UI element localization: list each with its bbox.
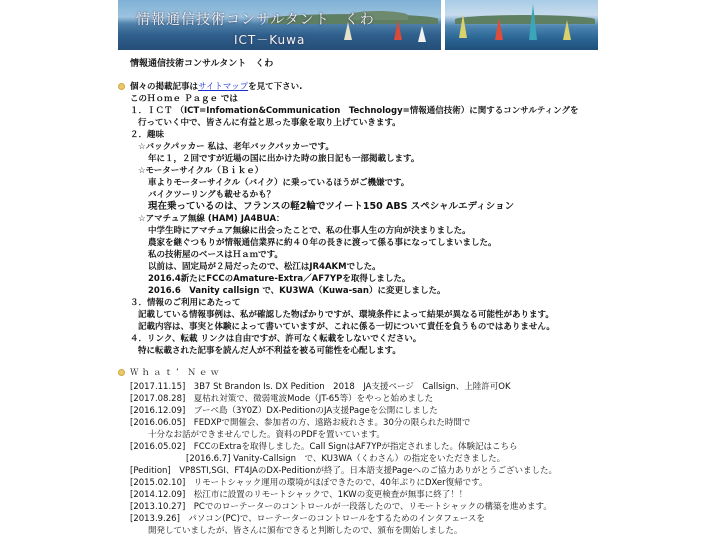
news-item: [2017.08.28] 夏枯れ対策で、微弱電波Mode（JT-65等）をやっと始めました [130, 394, 434, 404]
news-item: [2016.05.02] FCCのExtraを取得しました。Call SignはAF7YPが指定されました。体験記はこちら [130, 442, 518, 452]
news-item: [2016.6.7] Vanity-Callsign で、KU3WA（くわさん）の指定をいただきました。 [186, 454, 506, 464]
intro-line: 2016.6 Vanity callsign で、KU3WA（Kuwa-san）に変更しました。 [148, 286, 446, 296]
intro-line: 行っていく中で、皆さんに有益と思った事象を取り上げていきます。 [138, 118, 401, 128]
intro-suffix: を見て下さい. [248, 82, 303, 92]
intro-line [130, 81, 710, 93]
sail-icon [563, 20, 571, 40]
sitemap-link[interactable]: サイトマップ [198, 82, 249, 92]
intro-line: バイクツーリングも載せるかも？ [148, 190, 276, 200]
intro-line: ☆モーターサイクル（Ｂｉｋｅ） [138, 166, 264, 176]
sail-icon [495, 18, 503, 40]
bullet-icon [118, 369, 125, 376]
news-item: [2013.9.26] パソコン(PC)で、ローテーターのコントロールをするためのインタフェースを [130, 514, 485, 524]
news-item: [2015.02.10] リモートシャック運用の環境がほぼできたので、40年ぶりにDXer復帰です。 [130, 478, 488, 488]
intro-line: 記載内容は、事実と体験によって書いていますが、これに係る一切について責任を負うものではありません。 [138, 322, 555, 332]
intro-line: ３．情報のご利用にあたって [130, 298, 241, 308]
sail-icon [459, 14, 467, 38]
intro-prefix: 個々の掲載記事は [130, 82, 199, 92]
intro-line: 農家を継ぐつもりが情報通信業界に約４０年の長きに渡って係る事になってしまいました。 [148, 238, 497, 248]
intro-line: 記載している情報事例は、私が確認した物ばかりですが、環境条件によって結果が異なる可能性があります。 [138, 310, 554, 320]
main-content [120, 58, 710, 537]
intro-line: 以前は、固定局が２局だったので、松江はJR4AKMでした。 [148, 262, 381, 272]
news-item: [2014.12.09] 松江市に設置のリモートシャックで、1KWの変更検査が無事に終了！！ [130, 490, 468, 500]
intro-line: ２．趣味 [130, 130, 165, 140]
news-item: 十分なお話ができませんでした。資料のPDFを置いています。 [148, 430, 385, 440]
sail-icon [394, 20, 402, 40]
news-item: [2016.12.09] ブーベ島（3Y0Z）DX-PeditionのJA支援Pageを公開にしました [130, 406, 438, 416]
intro-line: １．ＩＣＴ （ICT=Infomation&Communication Technology=情報通信技術）に関するコンサルティングを [130, 106, 579, 116]
intro-line: 中学生時にアマチュア無線に出会ったことで、私の仕事人生の方向が決まりました。 [148, 226, 471, 236]
intro-line: 2016.4新たにFCCのAmature-Extra／AF7YPを取得しました。 [148, 274, 411, 284]
intro-line: ☆バックパッカー 私は、老年バックパッカーです。 [138, 142, 334, 152]
news-item: [Pedition] VP8STI,SGI、FT4JAのDX-Peditionが終了。日本語支援Pageへのご協力ありがとうございました。 [130, 466, 558, 476]
intro-line: ☆アマチュア無線 (HAM) JA4BUA： [138, 214, 285, 224]
news-item: [2013.10.27] PCでのローテーターのコントロールが一段落したので、リモートシャックの構築を進めます。 [130, 502, 552, 512]
intro-line: このＨｏｍｅ Ｐａｇｅ では [130, 94, 238, 104]
intro-line: 年に１，２回ですが近場の国に出かけた時の旅日記も一部掲載します。 [148, 154, 420, 164]
sail-icon [418, 26, 426, 42]
whats-new-heading: Ｗｈａｔ’ Ｎｅｗ [130, 368, 222, 378]
banner-subtitle: ICT－Kuwa [234, 33, 306, 47]
whats-new-section [120, 367, 710, 537]
page-title: 情報通信技術コンサルタント くわ [130, 59, 274, 69]
intro-section [120, 81, 710, 357]
intro-line: 車よりモーターサイクル（バイク）に乗っているほうがご機嫌です。 [148, 178, 410, 188]
intro-line: 私の技術屋のベースはＨａｍです。 [148, 250, 283, 260]
intro-line: ４．リンク、転載 リンクは自由ですが、許可なく転載をしないでください。 [130, 334, 422, 344]
banner-photo-sea [118, 0, 441, 50]
header-banner [118, 0, 598, 50]
bullet-icon [118, 83, 125, 90]
intro-line: 現在乗っているのは、フランスの軽2輪でツイート150 ABS スペシャルエディション [148, 201, 515, 212]
banner-photo-boats [445, 0, 598, 50]
news-item: [2016.06.05] FEDXPで開催会、参加者の方、遠路お疲れさま。30分の限られた時間で [130, 418, 471, 428]
news-item: [2017.11.15] 3B7 St Brandon Is. DX Pedition 2018 JA支援ページ Callsign、上陸許可OK [130, 382, 511, 392]
intro-line: 特に転載された記事を読んだ人が不利益を被る可能性を心配します。 [138, 346, 401, 356]
banner-title: 情報通信技術コンサルタント くわ [136, 12, 375, 28]
news-item: 開発していましたが、皆さんに頒布できると判断したので、頒布を開始しました。 [148, 526, 463, 536]
sail-icon [529, 4, 537, 40]
island-shape [455, 15, 595, 24]
